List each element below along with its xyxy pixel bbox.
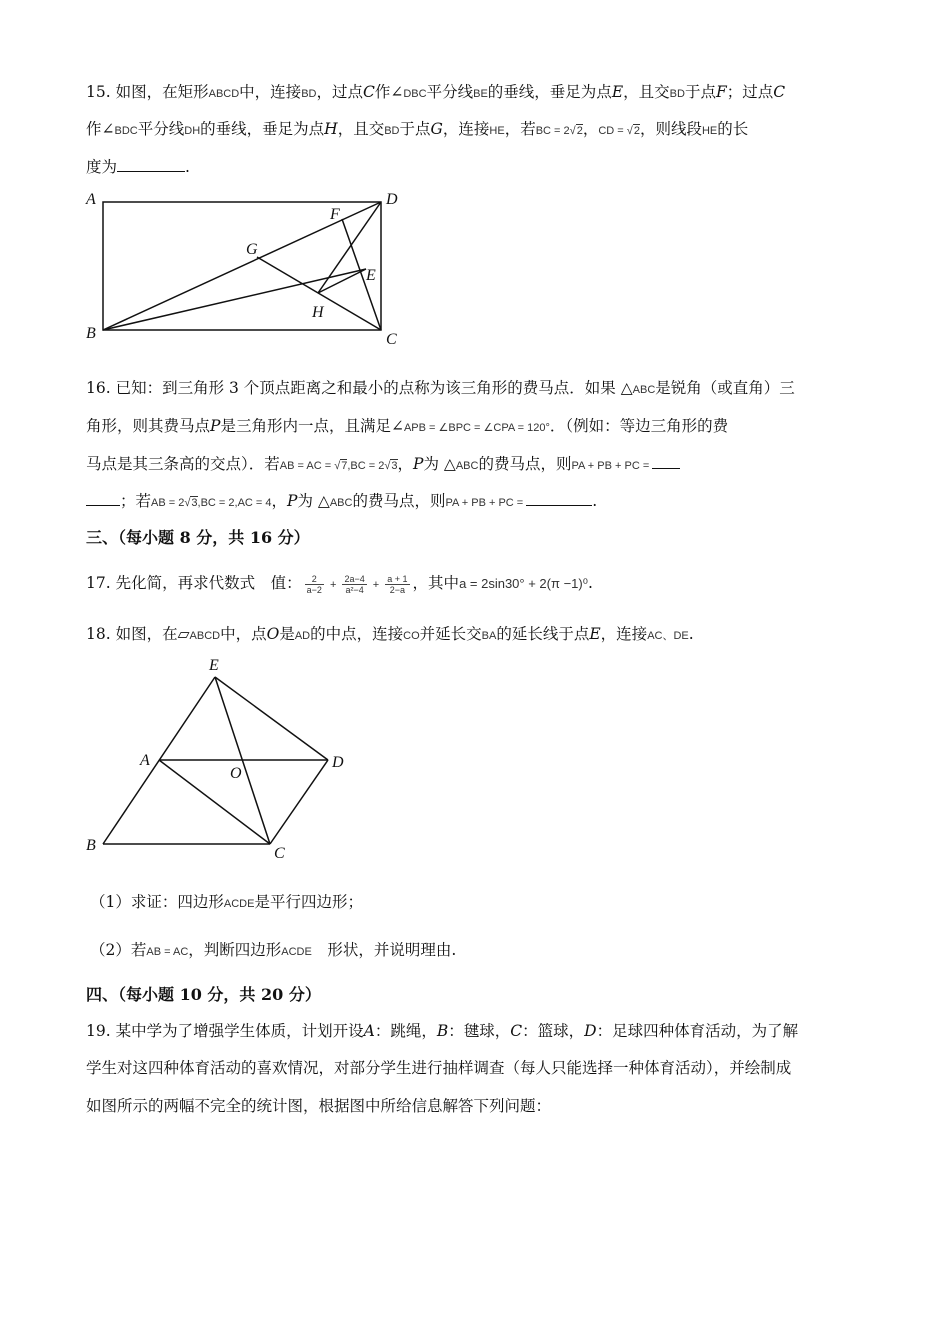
answer-blank-1b [86, 491, 120, 506]
label-e: E [366, 267, 376, 284]
segment-ed [215, 677, 328, 760]
segment-dc [270, 760, 328, 844]
q19-line-1: 19. 某中学为了增强学生体质，计划开设A：跳绳，B：毽球，C：篮球，D：足球四种体育活动，为了解 [86, 1022, 799, 1040]
q15-line-3: 度为 . [86, 158, 190, 176]
q19-line-3: 如图所示的两幅不完全的统计图，根据图中所给信息解答下列问题： [86, 1097, 552, 1115]
section-4-title: 四、（每小题 10 分，共 20 分） [86, 985, 321, 1004]
label-e: E [209, 657, 219, 674]
answer-blank-1a [652, 454, 680, 469]
label-f: F [330, 206, 340, 223]
label-d: D [386, 191, 398, 208]
answer-blank [117, 157, 185, 172]
answer-blank-2 [526, 491, 592, 506]
q16-line-1: 16. 已知：到三角形 3 个顶点距离之和最小的点称为该三角形的费马点．如果 △ABC是锐角（或直角）三 [86, 379, 795, 397]
q16-line-2: 角形，则其费马点P是三角形内一点，且满足∠APB = ∠BPC = ∠CPA = 120°．（例如：等边三角形的费 [86, 417, 729, 435]
segment-he [318, 269, 366, 293]
fraction-1: $\frac{2}{a-2}$ [306, 573, 322, 595]
label-c: C [386, 331, 397, 348]
q16-line-4: ；若AB = 2√3,BC = 2,AC = 4，P为 △ABC的费马点，则PA + PB + PC = . [86, 491, 597, 513]
label-a: A [140, 752, 150, 769]
label-d: D [332, 754, 344, 771]
label-b: B [86, 325, 96, 342]
segment-ac [159, 760, 270, 844]
segment-be [103, 269, 366, 330]
q18-figure [80, 652, 370, 864]
q16-line-3: 马点是其三条高的交点）．若AB = AC = √7,BC = 2√3，P为 △ABC的费马点，则PA + PB + PC = [86, 454, 680, 476]
label-b: B [86, 837, 96, 854]
label-a: A [86, 191, 96, 208]
label-c: C [274, 845, 285, 862]
fraction-3: $\frac{a + 1}{2-a}$ [387, 573, 408, 595]
q15-line-1: 15. 如图，在矩形ABCD中，连接BD，过点C作∠DBC平分线BE的垂线，垂足为点E，且交BD于点F；过点C [86, 83, 786, 101]
q19-line-2: 学生对这四种体育活动的喜欢情况，对部分学生进行抽样调查（每人只能选择一种体育活动），并绘制成 [86, 1059, 792, 1077]
q18-part-2: （2）若AB = AC，判断四边形ACDE 形状，并说明理由. [90, 941, 457, 959]
q15-figure [80, 186, 420, 351]
section-3-title: 三、（每小题 8 分，共 16 分） [86, 528, 310, 547]
label-o: O [230, 765, 242, 782]
q17-line: 17. 先化简，再求代数式 值： $\frac{2}{a-2}$ + $\frac{2a-4}{\text{a²−4}}$ + $\frac{a + 1}{2-a}$ ，其中a = 2sin30° + 2(π −1)⁰. [86, 573, 593, 595]
q18-part-1: （1）求证：四边形ACDE是平行四边形； [90, 893, 363, 911]
q15-line-2: 作∠BDC平分线DH的垂线，垂足为点H，且交BD于点G，连接HE，若BC = 2√2，CD = √2，则线段HE的长 [86, 120, 749, 138]
fraction-2: $\frac{2a-4}{\text{a²−4}}$ [344, 573, 365, 595]
label-g: G [246, 241, 258, 258]
q18-line: 18. 如图，在▱ABCD中，点O是AD的中点，连接CO并延长交BA的延长线于点E，连接AC、DE. [86, 625, 694, 643]
label-h: H [312, 304, 324, 321]
